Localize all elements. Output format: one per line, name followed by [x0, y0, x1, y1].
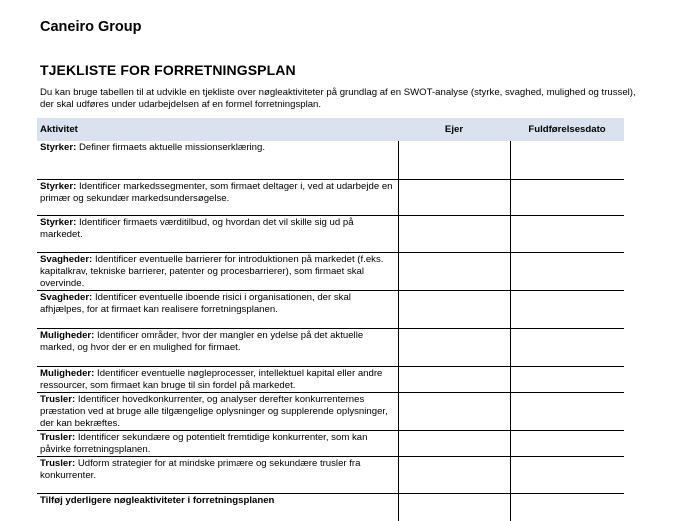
activity-cell: [37, 392, 398, 430]
intro-paragraph: Du kan bruge tabellen til at udvikle en tjekliste over nøgleaktiviteter på grundlag af en SWOT-analyse (styrke, svaghed, mulighed og trussel), der skal udføres under udarbejdelsen af en formel forretningsplan.: [40, 87, 636, 110]
due-date-cell[interactable]: [510, 141, 624, 179]
activity-cell: [37, 179, 398, 215]
activity-cell: [37, 366, 398, 392]
owner-cell[interactable]: [398, 456, 510, 493]
owner-cell[interactable]: [398, 290, 510, 328]
due-date-cell[interactable]: [510, 392, 624, 430]
company-name: Caneiro Group: [40, 19, 142, 35]
column-header-due: Fuldførelsesdato: [510, 118, 624, 141]
category-label: Svagheder:: [40, 253, 93, 265]
owner-cell[interactable]: [398, 215, 510, 252]
due-date-cell[interactable]: [510, 215, 624, 252]
due-date-cell[interactable]: [510, 366, 624, 392]
owner-cell[interactable]: [398, 366, 510, 392]
owner-cell[interactable]: [398, 328, 510, 366]
category-label: Trusler:: [40, 393, 76, 405]
due-date-cell[interactable]: [510, 493, 624, 521]
table-row: [37, 328, 624, 366]
activity-cell: [37, 430, 398, 456]
category-label: Styrker:: [40, 180, 77, 192]
category-label: Styrker:: [40, 216, 77, 228]
category-label: Svagheder:: [40, 291, 93, 303]
column-header-owner: Ejer: [398, 118, 510, 141]
activity-cell: [37, 141, 398, 179]
page-title: TJEKLISTE FOR FORRETNINGSPLAN: [40, 62, 296, 78]
owner-cell[interactable]: [398, 141, 510, 179]
activity-cell: [37, 215, 398, 252]
category-label: Trusler:: [40, 431, 76, 443]
checklist-table: [37, 118, 624, 521]
owner-cell[interactable]: [398, 392, 510, 430]
owner-cell[interactable]: [398, 493, 510, 521]
activity-text: Identificer firmaets værditilbud, og hvordan det vil skille sig ud på markedet.: [40, 216, 354, 240]
add-activities-label: Tilføj yderligere nøgleaktiviteter i forretningsplanen: [40, 494, 275, 506]
activity-cell: [37, 290, 398, 328]
category-label: Trusler:: [40, 457, 76, 469]
column-header-activity: Aktivitet: [37, 118, 398, 141]
activity-cell: [37, 456, 398, 493]
category-label: Muligheder:: [40, 367, 95, 379]
add-activities-cell: [37, 493, 398, 521]
activity-text: Definer firmaets aktuelle missionserklæring.: [78, 142, 266, 153]
table-row: [37, 215, 624, 252]
table-row: [37, 430, 624, 456]
table-row: [37, 366, 624, 392]
activity-text: Identificer eventuelle barrierer for introduktionen på markedet (f.eks. kapitalkrav, tekniske barrierer, patenter og procesbarrierer), som firmaet skal overvinde.: [40, 253, 384, 289]
category-label: Styrker:: [40, 142, 77, 153]
due-date-cell[interactable]: [510, 430, 624, 456]
table-row: [37, 179, 624, 215]
activity-text: Identificer eventuelle nøgleprocesser, intellektuel kapital eller andre ressourcer, som firmaet kan bruge til sin fordel på markedet.: [40, 367, 383, 391]
activity-text: Identificer markedssegmenter, som firmaet deltager i, ved at udarbejde en primær og sekundær markedsundersøgelse.: [40, 180, 393, 204]
owner-cell[interactable]: [398, 179, 510, 215]
owner-cell[interactable]: [398, 430, 510, 456]
activity-text: Identificer sekundære og potentielt fremtidige konkurrenter, som kan påvirke forretningsplanen.: [40, 431, 368, 455]
category-label: Muligheder:: [40, 329, 95, 341]
table-row-footer: [37, 493, 624, 521]
activity-text: Udform strategier for at mindske primære og sekundære trusler fra konkurrenter.: [40, 457, 361, 481]
activity-text: Identificer hovedkonkurrenter, og analyser derefter konkurrenternes præstation ved at bruge alle tilgængelige oplysninger og supplerende oplysninger, der kan bekræftes.: [40, 393, 388, 429]
table-row: [37, 252, 624, 290]
due-date-cell[interactable]: [510, 252, 624, 290]
activity-text: Identificer områder, hvor der mangler en ydelse på det aktuelle marked, og hvor der er en mulighed for firmaet.: [40, 329, 364, 353]
activity-cell: [37, 252, 398, 290]
table-header-row: [37, 118, 624, 141]
owner-cell[interactable]: [398, 252, 510, 290]
table-row: [37, 456, 624, 493]
due-date-cell[interactable]: [510, 290, 624, 328]
table-row: [37, 290, 624, 328]
activity-cell: [37, 328, 398, 366]
table-row: [37, 392, 624, 430]
activity-text: Identificer eventuelle iboende risici i organisationen, der skal afhjælpes, for at firmaet kan realisere forretningsplanen.: [40, 291, 351, 315]
due-date-cell[interactable]: [510, 179, 624, 215]
table-row: [37, 141, 624, 179]
due-date-cell[interactable]: [510, 328, 624, 366]
due-date-cell[interactable]: [510, 456, 624, 493]
